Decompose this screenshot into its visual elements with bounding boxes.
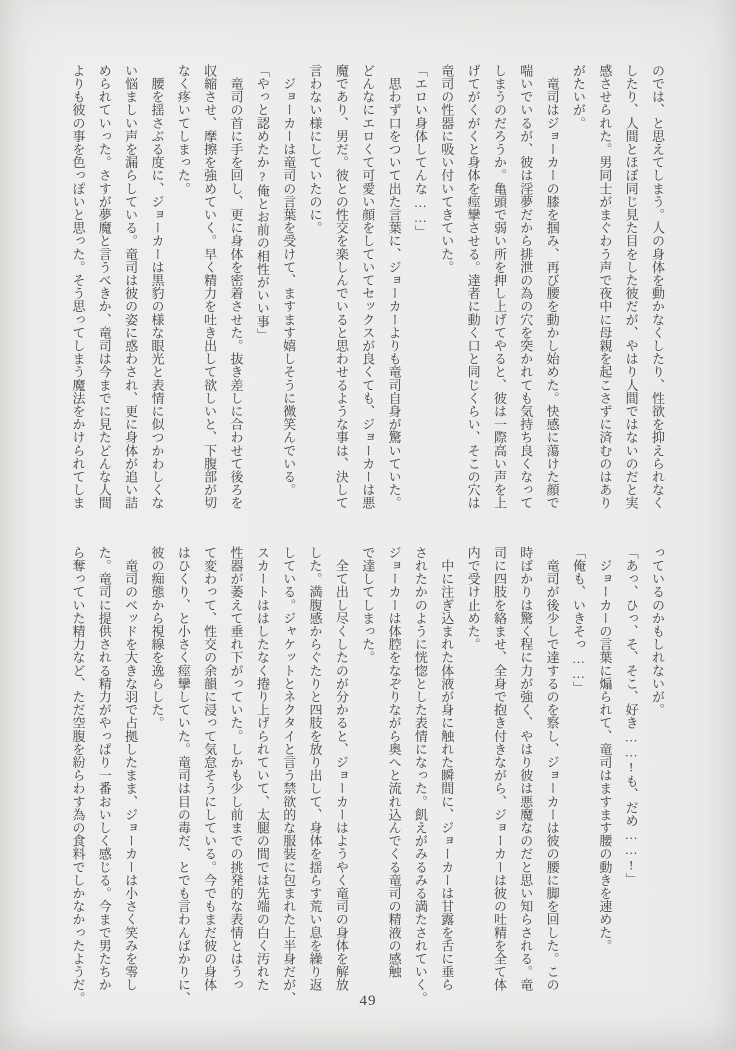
text-line: ジョーカーは体腔をなぞりながら奥へと流れ込んでくる竜司の精液の感触 — [386, 546, 402, 979]
text-line: はひくり、と小さく痙攣していた。竜司は目の毒だ、とでも言わんばかりに、 — [175, 546, 191, 1005]
text-block-top — [64, 64, 670, 516]
text-line: した。満腹感からぐたりと四肢を放り出して、身体を揺らす荒い息を繰り返 — [307, 546, 323, 992]
text-line: 魔であり、男だ。彼との性交を楽しんでいると思わせるような事は、決して — [333, 64, 349, 510]
text-line: 腰を揺さぶる度に、ジョーカーは黒豹の様な眼光と表情に似つかわしくな — [149, 64, 165, 510]
text-line: どんなにエロくて可愛い顔をしていてセックスが良くても、ジョーカーは悪 — [360, 64, 376, 510]
text-line: て変わって、性交の余韻に浸って気怠そうにしている。今でもまだ彼の身体 — [202, 546, 218, 992]
text-line: 竜司はジョーカーの膝を掴み、再び腰を動かし始めた。快感に蕩けた顔で — [544, 64, 560, 510]
text-line: ら奪っていた精力など、ただ空腹を紛らわす為の食料でしかなかったようだ。 — [70, 546, 86, 1005]
text-line: 言わない様にしていたのに。 — [307, 64, 323, 235]
text-line: 竜司の首に手を回し、更に身体を密着させた。抜き差しに合わせて後ろを — [228, 64, 244, 510]
text-line: められていった。さすが夢魔と言うべきか、竜司は今までに見たどんな人間 — [96, 64, 112, 510]
text-line: スカートははしたなく捲り上げられていて、太腿の間では先端の白く汚れた — [254, 546, 270, 992]
text-line: よりも彼の事を色っぽいと思った。そう思ってしまう魔法をかけられてしま — [70, 64, 86, 510]
text-line: 喘いでいるが、彼は淫夢だから排泄の為の穴を突かれても気持ち良くなって — [518, 64, 534, 510]
text-line: しまうのだろうか。亀頭で弱い所を押し上げてやると、彼は一際高い声を上 — [491, 64, 507, 510]
text-line: っているのかもしれないが。 — [650, 546, 665, 717]
text-line: た。竜司に提供される精力がやっぱり一番おいしく感じる。今まで男たちか — [96, 546, 112, 992]
text-line: 竜司が後少しで達するのを察し、ジョーカーは彼の腰に脚を回した。この — [544, 546, 560, 992]
text-line: 思わず口をついて出た言葉に、ジョーカーよりも竜司自身が驚いていた。 — [386, 64, 402, 510]
text-line: 収縮させ、摩擦を強めていく。早く精力を吐き出して欲しいと、下腹部が切 — [202, 64, 218, 510]
text-line: 全て出し尽くしたのが分かると、ジョーカーはようやく竜司の身体を解放 — [333, 546, 349, 992]
text-line: されたかのように恍惚とした表情になった。飢えがみるみる満たされていく。 — [412, 546, 428, 1005]
text-line: 「あっ、ひっ、そ、そこ、好き……!も、だめ……!」 — [623, 546, 639, 886]
text-line: 竜司のベッドを大きな羽で占拠したまま、ジョーカーは小さく笑みを零し — [123, 546, 139, 992]
text-line: げてがくがくと身体を痙攣させる。達者に動く口と同じくらい、そこの穴は — [465, 64, 481, 510]
text-line: 司に四肢を絡ませ、全身で抱き付きながら、ジョーカーは彼の吐精を全て体 — [491, 546, 507, 992]
text-line: 時ばかりは驚く程に力が強く、やはり彼は悪魔なのだと思い知らされる。竜 — [518, 546, 534, 992]
text-line: したり、人間とほぼ同じ見た目をした彼だが、やはり人間ではないのだと実 — [623, 64, 639, 510]
page-number: 49 — [359, 993, 377, 1009]
text-line: 竜司の性器に吸い付いてきていた。 — [439, 64, 455, 274]
text-line: 内で受け止めた。 — [465, 546, 481, 651]
text-line: がたいが。 — [570, 64, 586, 130]
text-line: で達してしまった。 — [360, 546, 376, 664]
text-line: 性器が萎えて垂れ下がっていた。しかも少し前までの挑発的な表情とはうっ — [228, 546, 244, 992]
text-line: のでは、と思えてしまう。人の身体を動かなくしたり、性欲を抑えられなく — [650, 64, 665, 510]
text-line: なく疼いてしまった。 — [175, 64, 191, 195]
text-line: ジョーカーは竜司の言葉を受けて、ますます嬉しそうに微笑んでいる。 — [281, 64, 297, 497]
text-line: い悩ましい声を漏らしている。竜司は彼の姿に惑わされ、更に身体が追い詰 — [123, 64, 139, 510]
text-line: ジョーカーの言葉に煽られて、竜司はますます腰の動きを速めた。 — [597, 546, 613, 953]
text-line: 中に注ぎ込まれた体液が身に触れた瞬間に、ジョーカーは甘露を舌に垂ら — [439, 546, 455, 992]
text-line: している。ジャケットとネクタイと言う禁欲的な服装に包まれた上半身だが、 — [281, 546, 297, 1005]
text-line: 彼の痴態から視線を逸らした。 — [149, 546, 165, 730]
text-line: 「俺も、いきそっ……」 — [570, 546, 586, 695]
text-line: 感させられた。男同士がまぐわう声で夜中に母親を起こさずに済むのはあり — [597, 64, 613, 510]
text-line: 「エロい身体してんな……」 — [412, 64, 428, 239]
text-line: 「やっと認めたか?俺とお前の相性がいい事」 — [254, 64, 270, 342]
